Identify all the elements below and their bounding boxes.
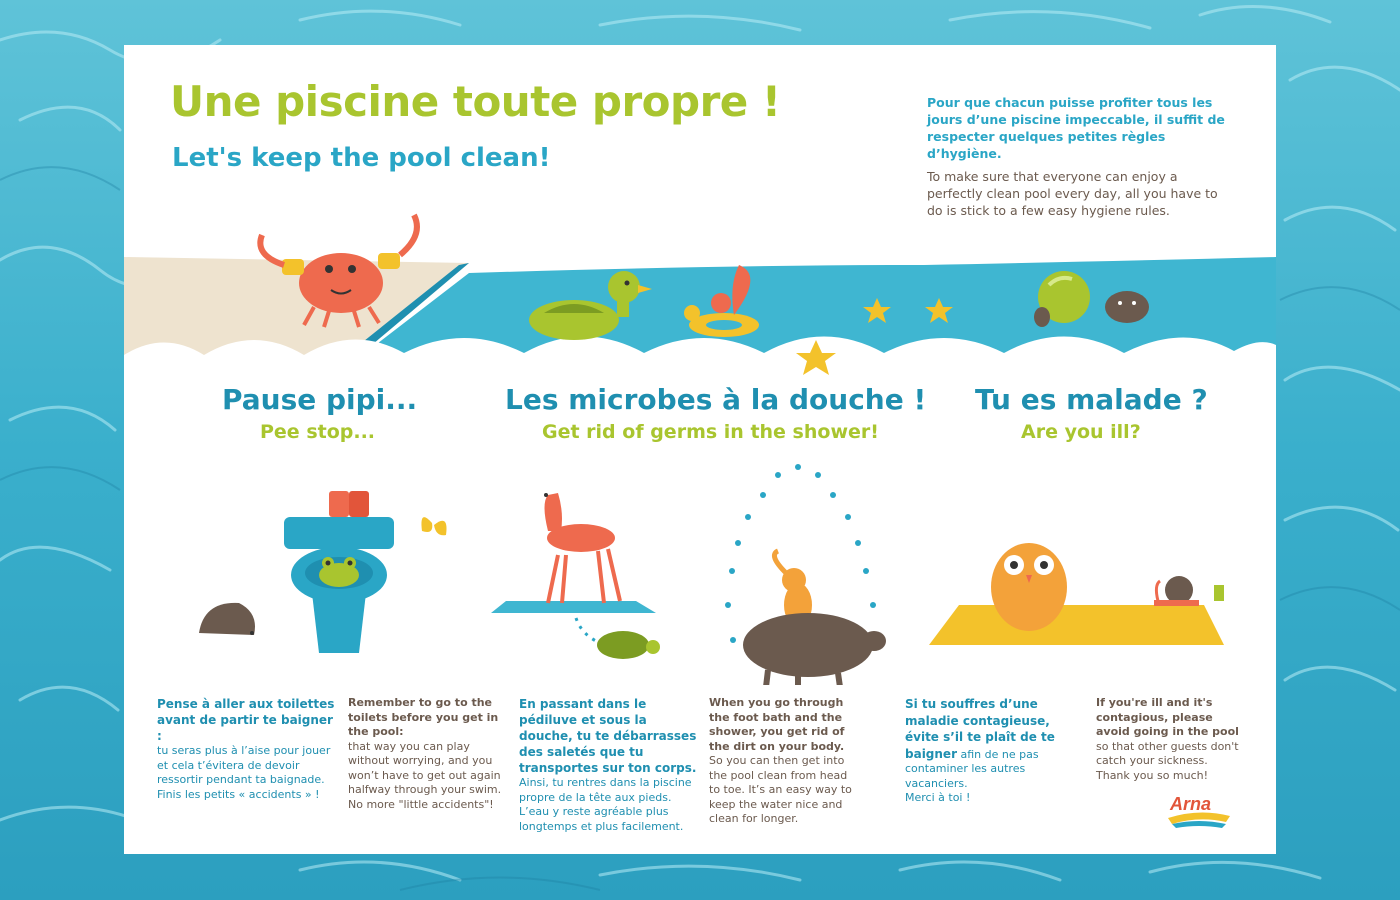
section1-text-en bbox=[348, 696, 503, 812]
snail-icon bbox=[1154, 576, 1199, 604]
butterfly-icon bbox=[421, 517, 446, 535]
footbath-illustration bbox=[486, 483, 696, 673]
section2-en-bold: When you go through the foot bath and the shower, you get rid of the dirt on your body. bbox=[709, 696, 845, 753]
arna-logo bbox=[1164, 788, 1234, 828]
turtle-icon bbox=[597, 631, 660, 659]
section3-en-bold: If you're ill and it's contagious, please avoid going in the pool bbox=[1096, 696, 1239, 738]
section1-text-fr bbox=[157, 696, 335, 802]
section3-fr-bold: Si tu souffres d’une maladie contagieuse, évite s’il te plaît de te baigner bbox=[905, 697, 1055, 761]
section2-en-text: So you can then get into the pool clean from head to toe. It’s an easy way to keep the water nice and clean for longer. bbox=[709, 754, 852, 825]
section3-text-en bbox=[1096, 696, 1241, 783]
section2-subtitle: Get rid of germs in the shower! bbox=[542, 421, 879, 443]
section3-title: Tu es malade ? bbox=[975, 383, 1208, 416]
intro-french: Pour que chacun puisse profiter tous les jours d’une piscine impeccable, il suffit de respecter quelques petites règles d’hygiène. bbox=[927, 95, 1225, 161]
toilet-illustration bbox=[194, 483, 474, 663]
section3-fr-extra: Merci à toi ! bbox=[905, 791, 971, 804]
section2-text-en bbox=[709, 696, 859, 827]
section3-text-fr bbox=[905, 696, 1083, 806]
boar-icon bbox=[743, 613, 886, 685]
section1-en-extra: No more "little accidents"! bbox=[348, 797, 494, 811]
sick-illustration bbox=[924, 515, 1224, 665]
section1-fr-bold: Pense à aller aux toilettes avant de partir te baigner : bbox=[157, 697, 335, 743]
title-english: Let's keep the pool clean! bbox=[172, 143, 551, 173]
shower-illustration bbox=[708, 455, 898, 685]
section2-text-fr bbox=[519, 696, 697, 834]
section1-title: Pause pipi... bbox=[222, 383, 418, 416]
logo-text: Arna bbox=[1170, 794, 1212, 814]
section3-subtitle: Are you ill? bbox=[1021, 421, 1141, 443]
section1-fr-extra: Finis les petits « accidents » ! bbox=[157, 787, 320, 801]
section1-en-bold: Remember to go to the toilets before you get in the pool: bbox=[348, 696, 499, 738]
section2-fr-text: Ainsi, tu rentres dans la piscine propre de la tête aux pieds. L’eau y reste agréable plus longtemps et plus facilement. bbox=[519, 776, 692, 833]
deer-icon bbox=[544, 493, 620, 603]
section1-en-text: that way you can play without worrying, and you won’t have to get out again halfway through your swim. bbox=[348, 739, 502, 796]
intro-english: To make sure that everyone can enjoy a perfectly clean pool every day, all you have to do is stick to a few easy hygiene rules. bbox=[927, 169, 1218, 218]
owl-icon bbox=[991, 543, 1067, 631]
title-french: Une piscine toute propre ! bbox=[170, 77, 781, 126]
hedgehog-icon bbox=[199, 603, 255, 635]
section2-fr-bold: En passant dans le pédiluve et sous la douche, tu te débarrasses des saletés que tu transportes sur ton corps. bbox=[519, 697, 697, 775]
poster bbox=[124, 45, 1276, 854]
section3-en-text: so that other guests don't catch your sickness. Thank you so much! bbox=[1096, 739, 1239, 782]
section1-fr-text: tu seras plus à l’aise pour jouer et cela t’évitera de devoir ressortir pendant ta baignade. bbox=[157, 744, 331, 786]
section2-title: Les microbes à la douche ! bbox=[505, 383, 927, 416]
section1-subtitle: Pee stop... bbox=[260, 421, 376, 443]
section3-fr-text: afin de ne pas contaminer les autres vacanciers. bbox=[905, 747, 1039, 790]
tissue-box-icon bbox=[1214, 585, 1224, 601]
